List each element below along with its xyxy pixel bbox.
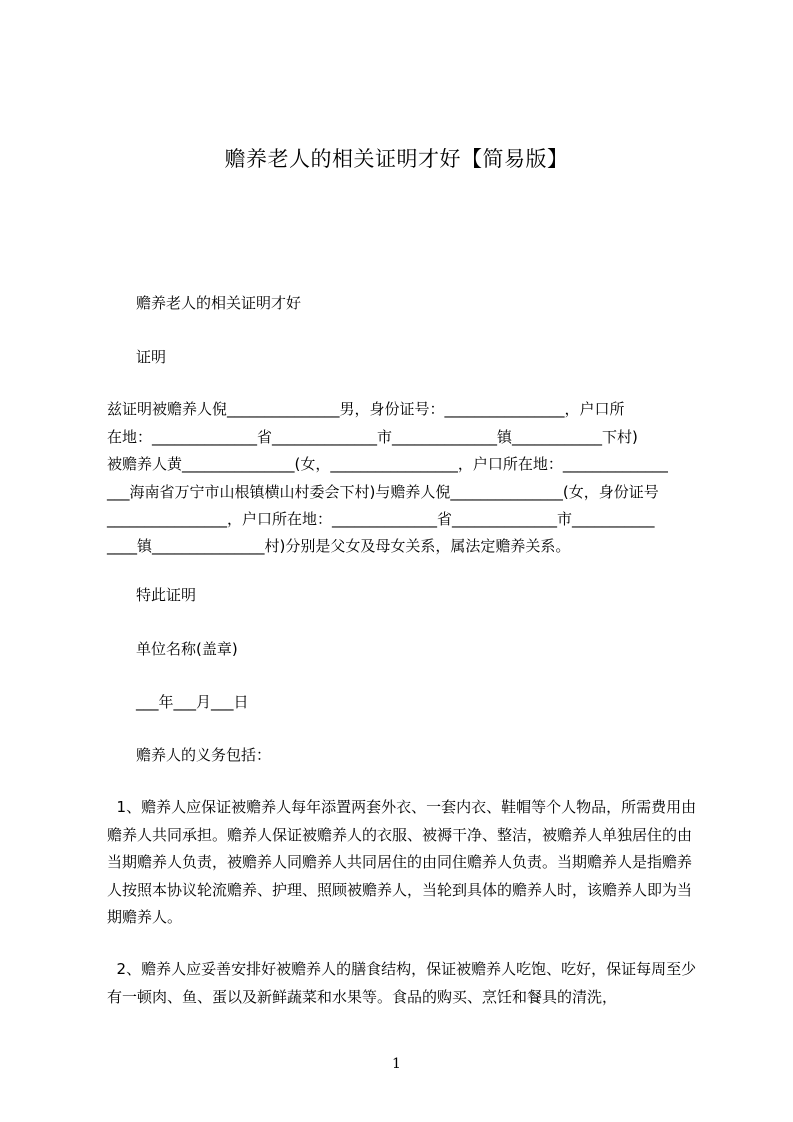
document-title: 赡养老人的相关证明才好【简易版】 xyxy=(224,147,569,171)
body-line: ___海南省万宁市山根镇横山村委会下村)与赡养人倪_______________(女，身份证号 xyxy=(107,483,659,501)
closing-text: 特此证明 xyxy=(136,586,197,604)
page-number: 1 xyxy=(392,1056,401,1072)
date-line: ___年___月___日 xyxy=(136,693,249,711)
unit-name-seal: 单位名称(盖章) xyxy=(136,640,238,658)
section-heading: 证明 xyxy=(136,348,167,366)
body-line: 被赡养人黄_______________(女，_________________，户口所在地：______________ xyxy=(107,455,668,473)
body-line: 在地：______________省______________市______________镇____________下村) xyxy=(107,428,638,446)
subtitle: 赡养老人的相关证明才好 xyxy=(136,294,302,312)
body-line: ____镇_______________村)分别是父女及母女关系，属法定赡养关系。 xyxy=(107,537,571,555)
duties-heading: 赡养人的义务包括： xyxy=(136,746,272,764)
body-line: 兹证明被赡养人倪_______________男，身份证号：________________，户口所 xyxy=(107,400,625,418)
duty-paragraph-2: 2、赡养人应妥善安排好被赡养人的膳食结构，保证被赡养人吃饱、吃好，保证每周至少有一顿肉、鱼、蛋以及新鲜蔬菜和水果等。食品的购买、烹饪和餐具的清洗， xyxy=(107,960,697,1006)
duty-paragraph-1: 1、赡养人应保证被赡养人每年添置两套外衣、一套内衣、鞋帽等个人物品，所需费用由赡养人共同承担。赡养人保证被赡养人的衣服、被褥干净、整洁，被赡养人单独居住的由当期赡养人负责，被赡养人同赡养人共同居住的由同住赡养人负责。当期赡养人是指赡养人按照本协议轮流赡养、护理、照顾被赡养人，当轮到具体的赡养人时，该赡养人即为当期赡养人。 xyxy=(107,798,697,926)
body-line: ________________，户口所在地：______________省______________市___________ xyxy=(107,510,655,528)
